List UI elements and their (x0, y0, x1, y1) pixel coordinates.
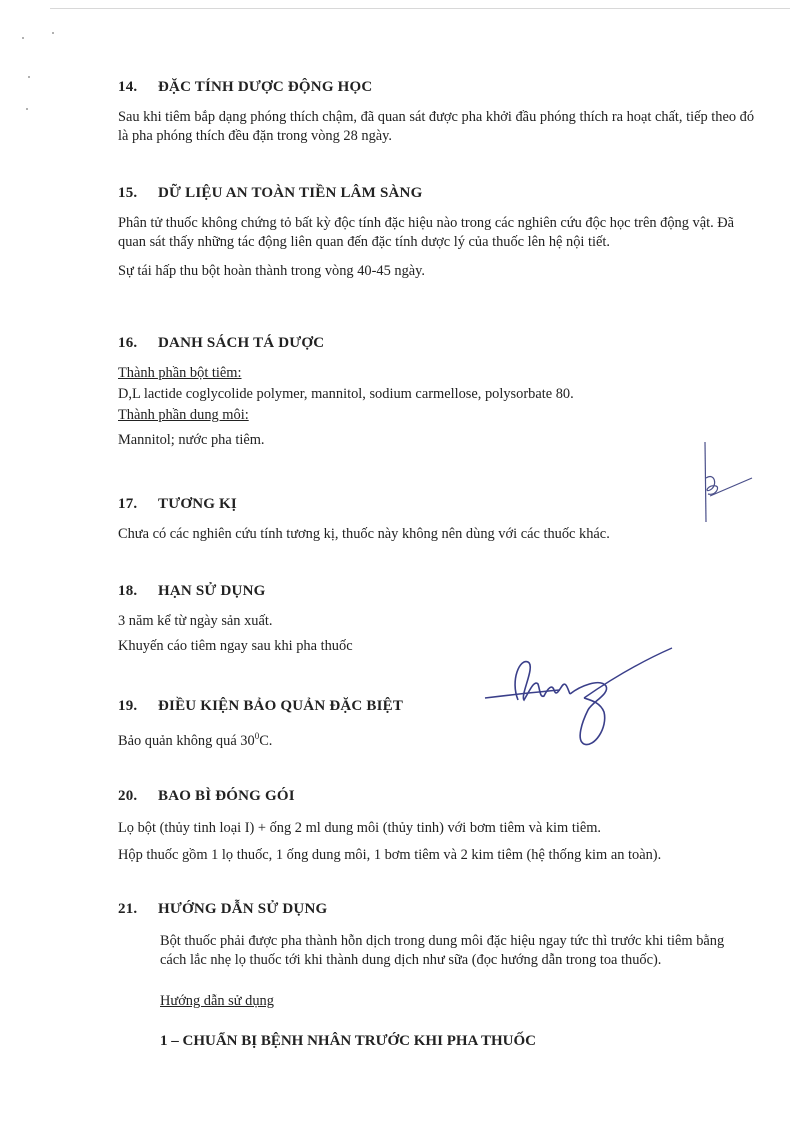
section-14 (118, 79, 758, 156)
section-title: ĐIỀU KIỆN BẢO QUẢN ĐẶC BIỆT (158, 698, 404, 714)
solvent-label: Thành phần dung môi: (118, 407, 249, 423)
section-number: 17. (118, 496, 138, 512)
section-heading (118, 185, 758, 202)
section-number: 15. (118, 185, 138, 201)
sub-heading: 1 – CHUẨN BỊ BỆNH NHÂN TRƯỚC KHI PHA THUỐC (160, 1033, 537, 1049)
section-heading (118, 788, 758, 805)
paragraph: 3 năm kể từ ngày sản xuất. (118, 613, 273, 629)
storage-prefix: Bảo quản không quá 30 (118, 732, 255, 749)
initial-mark (690, 440, 760, 530)
storage-degree: 0 (254, 731, 260, 741)
section-number: 19. (118, 698, 138, 714)
paragraph: Phân tử thuốc không chứng tỏ bất kỳ độc tính đặc hiệu nào trong các nghiên cứu độc học trên động vật. Đã quan sát thấy những tác động liên quan đến đặc tính dược lý của thuốc lên hệ nội tiết. (118, 215, 735, 250)
scan-mark (28, 76, 30, 78)
powder-text: D,L lactide coglycolide polymer, mannitol, sodium carmellose, polysorbate 80. (118, 386, 574, 402)
sub-label: Hướng dẫn sử dụng (160, 993, 274, 1009)
section-heading (118, 335, 758, 352)
section-17 (118, 496, 758, 554)
section-20 (118, 788, 758, 875)
scan-mark (26, 108, 28, 110)
section-title: ĐẶC TÍNH DƯỢC ĐỘNG HỌC (158, 79, 373, 95)
section-title: TƯƠNG KỊ (158, 496, 237, 512)
paragraph: Sự tái hấp thu bột hoàn thành trong vòng 40-45 ngày. (118, 263, 426, 279)
top-rule (50, 8, 790, 9)
signature (480, 640, 680, 750)
section-heading (118, 583, 758, 600)
scan-mark (22, 37, 24, 39)
section-title: BAO BÌ ĐÓNG GÓI (158, 788, 295, 804)
section-title: DANH SÁCH TÁ DƯỢC (158, 335, 325, 351)
paragraph: Chưa có các nghiên cứu tính tương kị, thuốc này không nên dùng với các thuốc khác. (118, 526, 610, 542)
paragraph: Khuyến cáo tiêm ngay sau khi pha thuốc (118, 638, 353, 654)
section-21 (118, 901, 758, 1050)
section-16 (118, 335, 758, 460)
paragraph: Lọ bột (thủy tinh loại I) + ống 2 ml dung môi (thủy tinh) với bơm tiêm và kim tiêm. (118, 820, 601, 836)
section-number: 18. (118, 583, 138, 599)
section-title: HẠN SỬ DỤNG (158, 583, 266, 599)
section-heading (118, 79, 758, 96)
section-15 (118, 185, 758, 291)
paragraph: Hộp thuốc gồm 1 lọ thuốc, 1 ống dung môi, 1 bơm tiêm và 2 kim tiêm (hệ thống kim an toàn). (118, 847, 662, 863)
paragraph: Bột thuốc phải được pha thành hỗn dịch trong dung môi đặc hiệu ngay tức thì trước khi tiêm bằng cách lắc nhẹ lọ thuốc tới khi thành dung dịch như sữa (đọc hướng dẫn trong toa thuốc). (160, 933, 725, 968)
section-title: DỮ LIỆU AN TOÀN TIỀN LÂM SÀNG (158, 185, 423, 201)
scan-mark (52, 32, 54, 34)
section-heading (118, 901, 758, 918)
paragraph: Sau khi tiêm bắp dạng phóng thích chậm, đã quan sát được pha khởi đầu phóng thích ra hoạt chất, tiếp theo đó là pha phóng thích đều đặn trong vòng 28 ngày. (118, 109, 755, 144)
storage-unit: C. (259, 732, 273, 749)
solvent-text: Mannitol; nước pha tiêm. (118, 432, 265, 448)
section-number: 20. (118, 788, 138, 804)
section-number: 14. (118, 79, 138, 95)
section-number: 21. (118, 901, 138, 917)
section-heading (118, 496, 758, 513)
powder-label: Thành phần bột tiêm: (118, 365, 242, 381)
section-title: HƯỚNG DẪN SỬ DỤNG (158, 901, 328, 917)
section-number: 16. (118, 335, 138, 351)
